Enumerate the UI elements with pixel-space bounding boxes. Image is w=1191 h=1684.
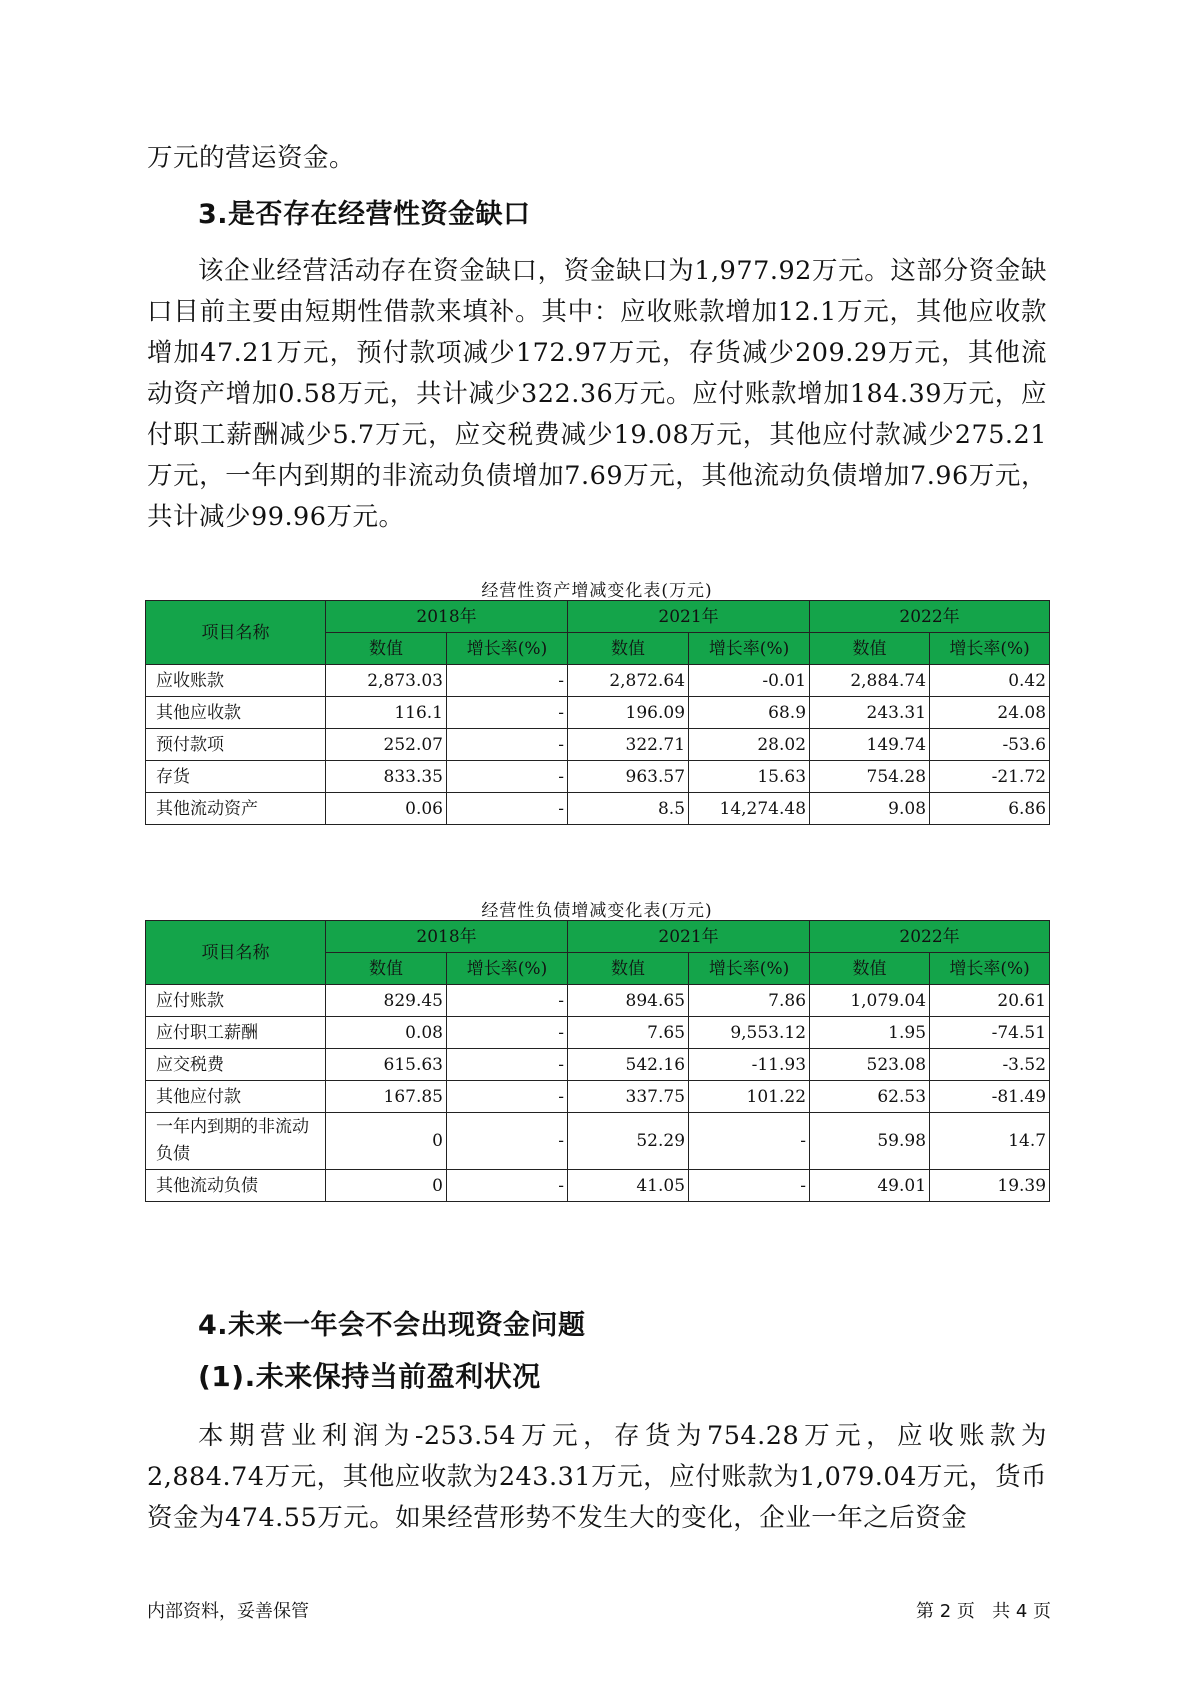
growth-rate-cell: -11.93 (689, 1049, 810, 1081)
growth-rate-cell: 0.42 (930, 665, 1050, 697)
item-name-header: 项目名称 (146, 921, 326, 985)
liabilities-table (145, 920, 1050, 1202)
value-header: 数值 (568, 953, 689, 985)
growth-rate-cell: - (447, 1017, 568, 1049)
intro-line: 万元的营运资金。 (147, 143, 356, 173)
value-cell: 615.63 (326, 1049, 447, 1081)
value-cell: 894.65 (568, 985, 689, 1017)
growth-rate-cell: - (447, 665, 568, 697)
value-cell: 41.05 (568, 1170, 689, 1202)
value-cell: 9.08 (810, 793, 930, 825)
table-row (146, 761, 1050, 793)
section-3-paragraph: 该企业经营活动存在资金缺口，资金缺口为1,977.92万元。这部分资金缺口目前主要由短期性借款来填补。其中：应收账款增加12.1万元，其他应收款增加47.21万元，预付款项减少172.97万元，存货减少209.29万元，其他流动资产增加0.58万元，共计减少322.36万元。应付账款增加184.39万元，应付职工薪酬减少5.7万元，应交税费减少19.08万元，其他应付款减少275.21万元，一年内到期的非流动负债增加7.69万元，其他流动负债增加7.96万元，共计减少99.96万元。 (147, 256, 1047, 532)
growth-rate-cell: -81.49 (930, 1081, 1050, 1113)
row-label: 应付职工薪酬 (146, 1017, 326, 1049)
row-label: 预付款项 (146, 729, 326, 761)
growth-rate-cell: - (447, 697, 568, 729)
growth-rate-cell: 24.08 (930, 697, 1050, 729)
table-row (146, 1081, 1050, 1113)
growth-rate-cell: 28.02 (689, 729, 810, 761)
row-label: 其他应付款 (146, 1081, 326, 1113)
growth-rate-cell: 19.39 (930, 1170, 1050, 1202)
value-cell: 829.45 (326, 985, 447, 1017)
year-header: 2021年 (568, 921, 810, 953)
growth-rate-cell: - (447, 729, 568, 761)
growth-rate-cell: - (689, 1113, 810, 1170)
value-cell: 322.71 (568, 729, 689, 761)
assets-table-body (146, 665, 1050, 825)
growth-rate-cell: - (447, 1170, 568, 1202)
growth-rate-cell: 7.86 (689, 985, 810, 1017)
value-cell: 167.85 (326, 1081, 447, 1113)
row-label: 应付账款 (146, 985, 326, 1017)
growth-rate-cell: -3.52 (930, 1049, 1050, 1081)
year-header: 2018年 (326, 921, 568, 953)
value-cell: 2,872.64 (568, 665, 689, 697)
row-label: 一年内到期的非流动负债 (146, 1113, 326, 1170)
growth-rate-header: 增长率(%) (930, 633, 1050, 665)
growth-rate-cell: -53.6 (930, 729, 1050, 761)
row-label: 其他流动负债 (146, 1170, 326, 1202)
growth-rate-header: 增长率(%) (689, 953, 810, 985)
value-cell: 833.35 (326, 761, 447, 793)
growth-rate-cell: - (447, 1081, 568, 1113)
growth-rate-cell: - (447, 985, 568, 1017)
value-cell: 7.65 (568, 1017, 689, 1049)
row-label: 其他流动资产 (146, 793, 326, 825)
liabilities-table-body (146, 985, 1050, 1202)
value-cell: 0.08 (326, 1017, 447, 1049)
value-cell: 243.31 (810, 697, 930, 729)
liabilities-table-caption: 经营性负债增减变化表(万元) (481, 901, 713, 921)
table-row (146, 665, 1050, 697)
value-header: 数值 (810, 633, 930, 665)
growth-rate-cell: 20.61 (930, 985, 1050, 1017)
row-label: 应收账款 (146, 665, 326, 697)
row-label: 存货 (146, 761, 326, 793)
row-label: 应交税费 (146, 1049, 326, 1081)
growth-rate-cell: 68.9 (689, 697, 810, 729)
year-header: 2021年 (568, 601, 810, 633)
growth-rate-cell: - (447, 1049, 568, 1081)
row-label: 其他应收款 (146, 697, 326, 729)
table-row (146, 1017, 1050, 1049)
assets-table-caption: 经营性资产增减变化表(万元) (481, 581, 713, 601)
growth-rate-header: 增长率(%) (689, 633, 810, 665)
page-number: 第 2 页 共 4 页 (916, 1601, 1051, 1622)
value-cell: 52.29 (568, 1113, 689, 1170)
growth-rate-header: 增长率(%) (447, 633, 568, 665)
section-4-paragraph: 本期营业利润为-253.54万元，存货为754.28万元，应收账款为2,884.74万元，其他应收款为243.31万元，应付账款为1,079.04万元，货币资金为474.55万元。如果经营形势不发生大的变化，企业一年之后资金 (147, 1421, 1047, 1533)
value-header: 数值 (810, 953, 930, 985)
value-header: 数值 (326, 953, 447, 985)
value-cell: 2,884.74 (810, 665, 930, 697)
value-cell: 963.57 (568, 761, 689, 793)
growth-rate-cell: 6.86 (930, 793, 1050, 825)
table-row (146, 729, 1050, 761)
value-cell: 149.74 (810, 729, 930, 761)
section-4-heading: 4.未来一年会不会出现资金问题 (198, 1310, 586, 1341)
value-cell: 523.08 (810, 1049, 930, 1081)
year-header: 2022年 (810, 921, 1050, 953)
growth-rate-cell: -74.51 (930, 1017, 1050, 1049)
value-cell: 1,079.04 (810, 985, 930, 1017)
value-cell: 1.95 (810, 1017, 930, 1049)
growth-rate-cell: 14,274.48 (689, 793, 810, 825)
growth-rate-cell: - (447, 761, 568, 793)
value-cell: 8.5 (568, 793, 689, 825)
value-header: 数值 (568, 633, 689, 665)
footer-note: 内部资料，妥善保管 (147, 1601, 309, 1622)
assets-table (145, 600, 1050, 825)
growth-rate-header: 增长率(%) (447, 953, 568, 985)
section-4-subheading: (1).未来保持当前盈利状况 (198, 1360, 541, 1393)
table-row (146, 1113, 1050, 1170)
growth-rate-header: 增长率(%) (930, 953, 1050, 985)
value-cell: 2,873.03 (326, 665, 447, 697)
table-row (146, 1170, 1050, 1202)
value-cell: 252.07 (326, 729, 447, 761)
value-cell: 116.1 (326, 697, 447, 729)
value-cell: 0 (326, 1170, 447, 1202)
value-cell: 59.98 (810, 1113, 930, 1170)
growth-rate-cell: - (447, 1113, 568, 1170)
value-cell: 754.28 (810, 761, 930, 793)
growth-rate-cell: 9,553.12 (689, 1017, 810, 1049)
table-row (146, 985, 1050, 1017)
table-row (146, 793, 1050, 825)
growth-rate-cell: -21.72 (930, 761, 1050, 793)
table-row (146, 697, 1050, 729)
growth-rate-cell: -0.01 (689, 665, 810, 697)
growth-rate-cell: - (447, 793, 568, 825)
value-cell: 49.01 (810, 1170, 930, 1202)
growth-rate-cell: 101.22 (689, 1081, 810, 1113)
value-cell: 0.06 (326, 793, 447, 825)
growth-rate-cell: - (689, 1170, 810, 1202)
value-header: 数值 (326, 633, 447, 665)
value-cell: 337.75 (568, 1081, 689, 1113)
value-cell: 0 (326, 1113, 447, 1170)
year-header: 2018年 (326, 601, 568, 633)
section-3-heading: 3.是否存在经营性资金缺口 (198, 199, 531, 230)
item-name-header: 项目名称 (146, 601, 326, 665)
year-header: 2022年 (810, 601, 1050, 633)
value-cell: 196.09 (568, 697, 689, 729)
value-cell: 542.16 (568, 1049, 689, 1081)
growth-rate-cell: 15.63 (689, 761, 810, 793)
value-cell: 62.53 (810, 1081, 930, 1113)
table-row (146, 1049, 1050, 1081)
growth-rate-cell: 14.7 (930, 1113, 1050, 1170)
